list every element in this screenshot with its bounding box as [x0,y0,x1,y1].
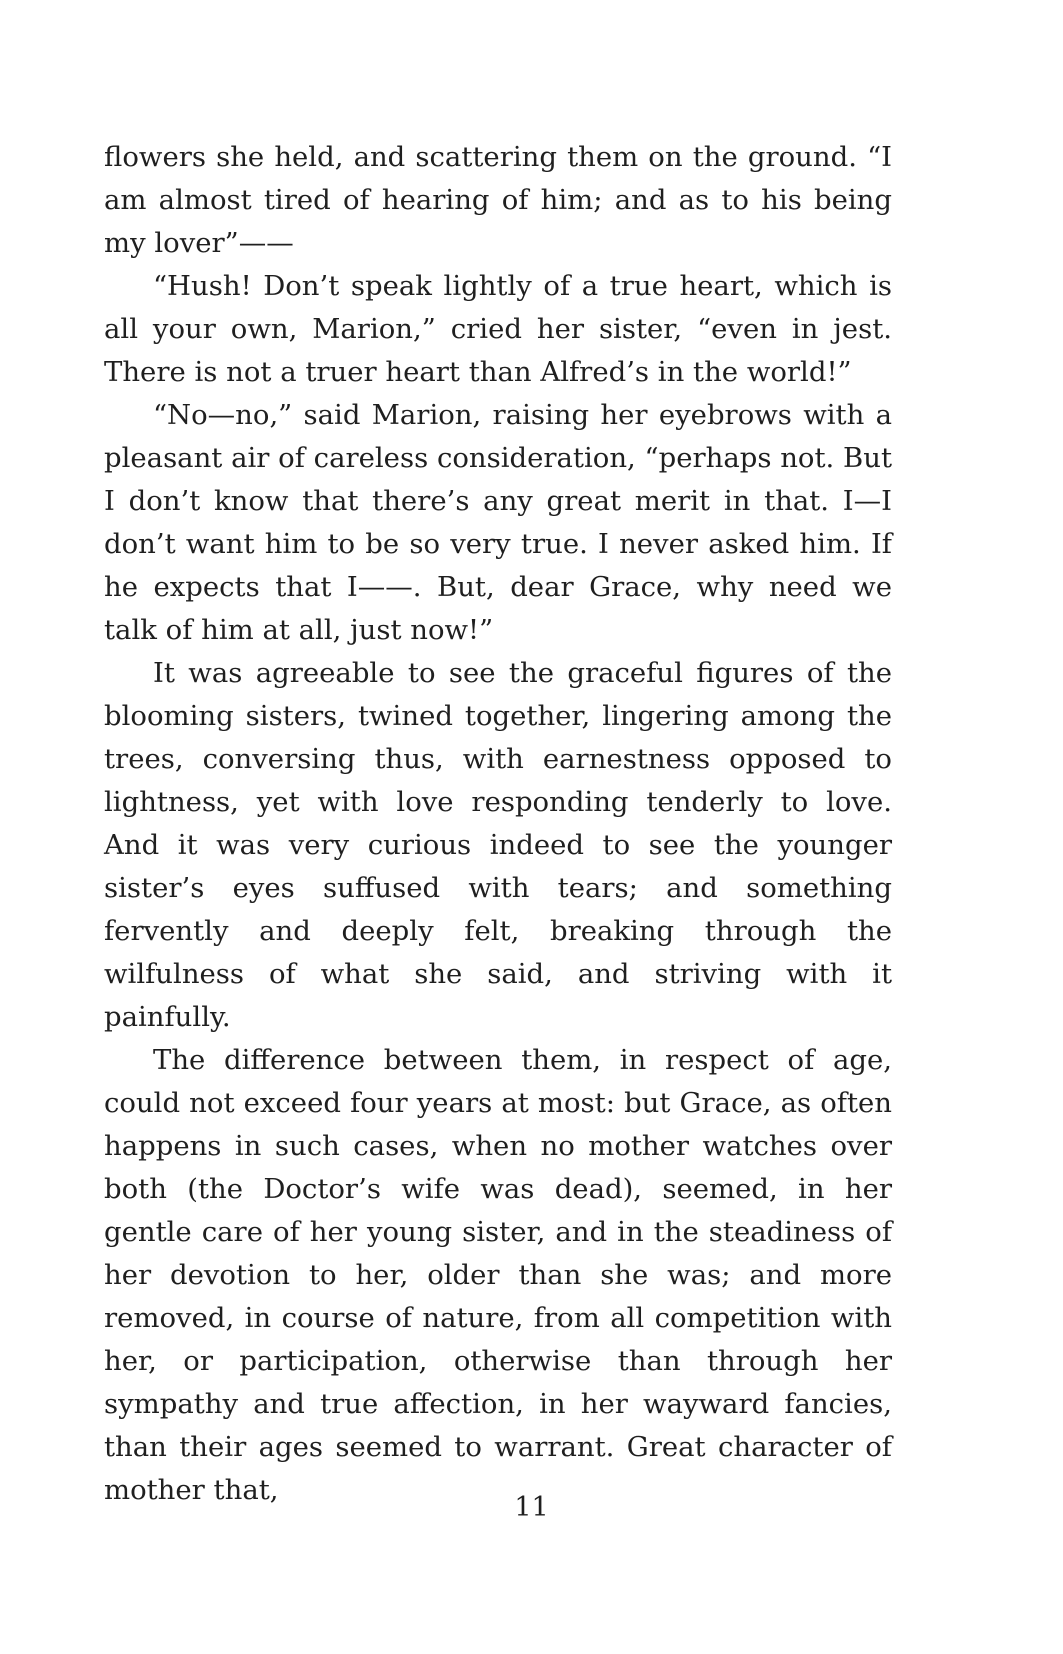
page-body [104,136,892,1512]
page-number: 11 [514,1492,549,1523]
paragraph-continued: flowers she held, and scattering them on the ground. “I am almost tired of hearing of him; and as to his being my lover”—— [104,141,892,259]
paragraph: “No—no,” said Marion, raising her eyebrows with a pleasant air of careless consideration, “perhaps not. But I don’t know that there’s any great merit in that. I—I don’t want him to be so very true. I never asked him. If he expects that I——. But, dear Grace, why need we talk of him at all, just now!” [104,399,892,646]
paragraph: “Hush! Don’t speak lightly of a true heart, which is all your own, Marion,” cried her sister, “even in jest. There is not a truer heart than Alfred’s in the world!” [104,270,892,388]
paragraph: The difference between them, in respect of age, could not exceed four years at most: but Grace, as often happens in such cases, when no mother watches over both (the Doctor’s wife was dead), seemed, in her gentle care of her young sister, and in the steadiness of her devotion to her, older than she was; and more removed, in course of nature, from all competition with her, or participation, otherwise than through her sympathy and true affection, in her wayward fancies, than their ages seemed to warrant. Great character of mother that, [104,1044,892,1506]
paragraph: It was agreeable to see the graceful figures of the blooming sisters, twined together, lingering among the trees, conversing thus, with earnestness opposed to lightness, yet with love responding tenderly to love. And it was very curious indeed to see the younger sister’s eyes suffused with tears; and something fervently and deeply felt, breaking through the wilfulness of what she said, and striving with it painfully. [104,657,892,1033]
